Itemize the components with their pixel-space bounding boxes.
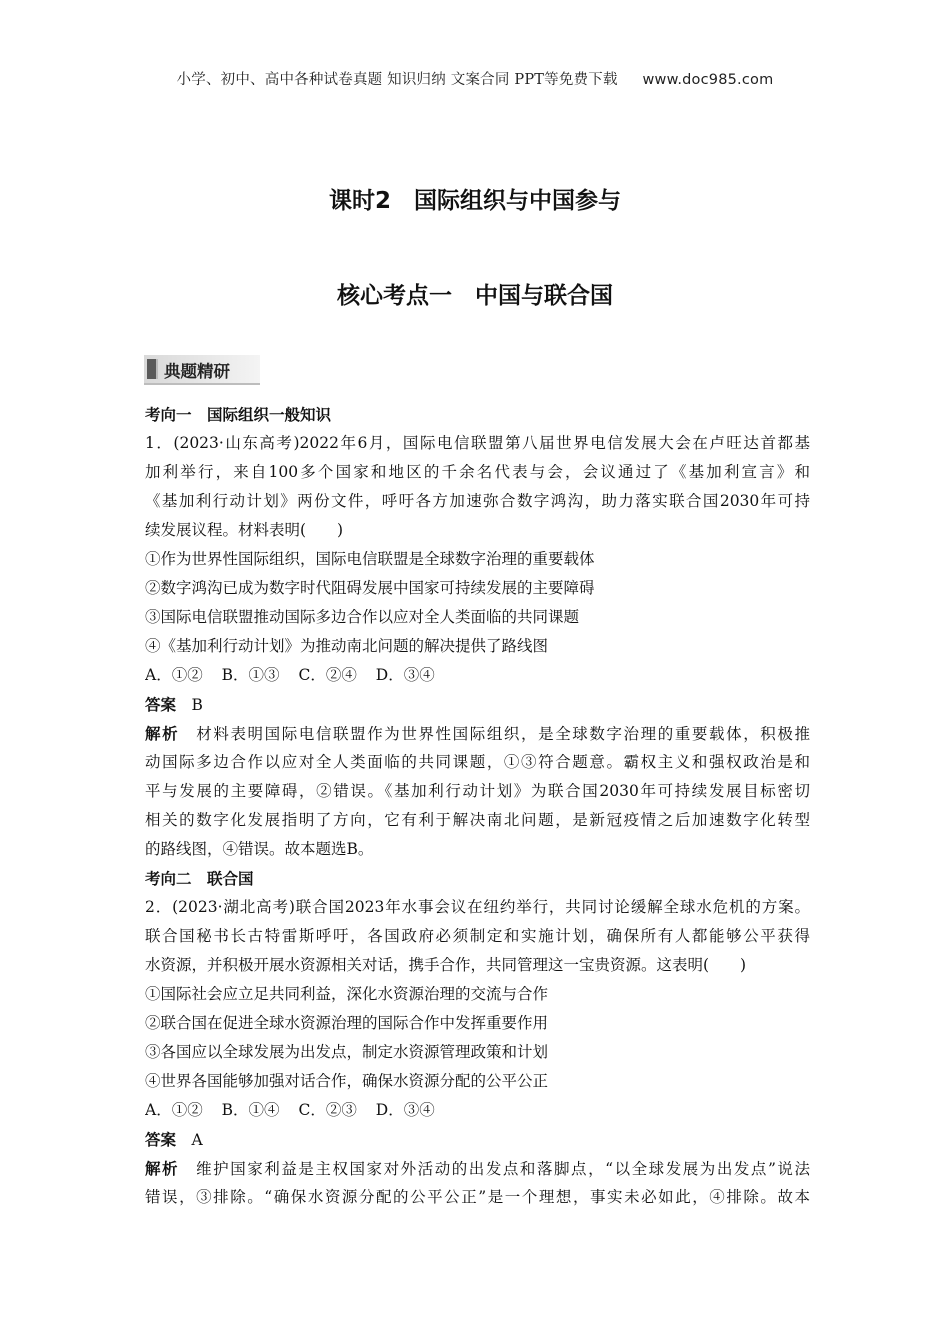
option-a: A．①② <box>145 1101 203 1119</box>
question-stem-line: 1．(2023·山东高考)2022年6月，国际电信联盟第八届世界电信发展大会在卢旺达首都基 <box>145 434 810 452</box>
analysis-line: 平与发展的主要障碍，②错误。《基加利行动计划》为联合国2030年可持续发展目标密切 <box>145 782 810 800</box>
direction-heading: 考向二 联合国 <box>145 869 254 888</box>
option-c: C．②④ <box>298 666 357 684</box>
lesson-title: 课时2 国际组织与中国参与 <box>328 188 621 214</box>
answer-label: 答案 <box>145 695 177 714</box>
analysis-text: 材料表明国际电信联盟作为世界性国际组织，是全球数字治理的重要载体，积极推 <box>196 725 810 743</box>
statement-item: ③各国应以全球发展为出发点，制定水资源管理政策和计划 <box>145 1043 549 1061</box>
answer-label: 答案 <box>145 1130 177 1149</box>
question-stem-line: 加利举行，来自100多个国家和地区的千余名代表与会，会议通过了《基加利宣言》和 <box>145 463 810 481</box>
answer-value: B <box>191 696 203 714</box>
tag-bar-icon <box>147 359 158 379</box>
answer-line <box>145 690 810 719</box>
question-stem-line: 2．(2023·湖北高考)联合国2023年水事会议在纽约举行，共同讨论缓解全球水危机的方案。 <box>145 898 810 916</box>
statement-item: ①国际社会应立足共同利益，深化水资源治理的交流与合作 <box>145 985 549 1003</box>
section-tag <box>144 355 260 385</box>
banner-url[interactable]: www.doc985.com <box>642 72 774 88</box>
header-banner <box>0 68 950 89</box>
direction-heading: 考向一 国际组织一般知识 <box>145 405 332 424</box>
question-stem-line: 续发展议程。材料表明( ) <box>145 521 344 539</box>
question-stem-line: 水资源，并积极开展水资源相关对话，携手合作，共同管理这一宝贵资源。这表明( ) <box>145 956 747 974</box>
content <box>145 400 810 1212</box>
analysis-line: 相关的数字化发展指明了方向，它有利于解决南北问题，是新冠疫情之后加速数字化转型 <box>145 811 810 829</box>
statement-item: ②联合国在促进全球水资源治理的国际合作中发挥重要作用 <box>145 1014 549 1032</box>
option-d: D．③④ <box>375 666 435 684</box>
answer-value: A <box>191 1131 203 1149</box>
analysis-label: 解析 <box>145 1159 180 1178</box>
answer-options <box>145 1096 810 1125</box>
section-title: 核心考点一 中国与联合国 <box>337 283 613 309</box>
option-b: B．①③ <box>221 666 280 684</box>
analysis-line: 错误，③排除。“确保水资源分配的公平公正”是一个理想，事实未必如此，④排除。故本 <box>145 1188 810 1206</box>
option-d: D．③④ <box>375 1101 435 1119</box>
analysis-label: 解析 <box>145 724 180 743</box>
analysis-line: 动国际多边合作以应对全人类面临的共同课题，①③符合题意。霸权主义和强权政治是和 <box>145 753 810 771</box>
question-stem-line: 联合国秘书长古特雷斯呼吁，各国政府必须制定和实施计划，确保所有人都能够公平获得 <box>145 927 810 945</box>
option-a: A．①② <box>145 666 203 684</box>
analysis-line <box>145 1154 810 1183</box>
question-stem-line: 《基加利行动计划》两份文件，呼吁各方加速弥合数字鸿沟，助力落实联合国2030年可持 <box>145 492 810 510</box>
analysis-line: 的路线图，④错误。故本题选B。 <box>145 840 374 858</box>
banner-text: 小学、初中、高中各种试卷真题 知识归纳 文案合同 PPT等免费下载 <box>176 72 618 88</box>
answer-line <box>145 1125 810 1154</box>
statement-item: ④世界各国能够加强对话合作，确保水资源分配的公平公正 <box>145 1072 549 1090</box>
statement-item: ①作为世界性国际组织，国际电信联盟是全球数字治理的重要载体 <box>145 550 595 568</box>
analysis-line <box>145 719 810 748</box>
answer-options <box>145 661 810 690</box>
analysis-text: 维护国家利益是主权国家对外活动的出发点和落脚点，“以全球发展为出发点”说法 <box>196 1160 810 1178</box>
statement-item: ④《基加利行动计划》为推动南北问题的解决提供了路线图 <box>145 637 549 655</box>
tag-label: 典题精研 <box>164 362 230 381</box>
option-c: C．②③ <box>298 1101 357 1119</box>
statement-item: ②数字鸿沟已成为数字时代阻碍发展中国家可持续发展的主要障碍 <box>145 579 595 597</box>
statement-item: ③国际电信联盟推动国际多边合作以应对全人类面临的共同课题 <box>145 608 580 626</box>
option-b: B．①④ <box>221 1101 280 1119</box>
